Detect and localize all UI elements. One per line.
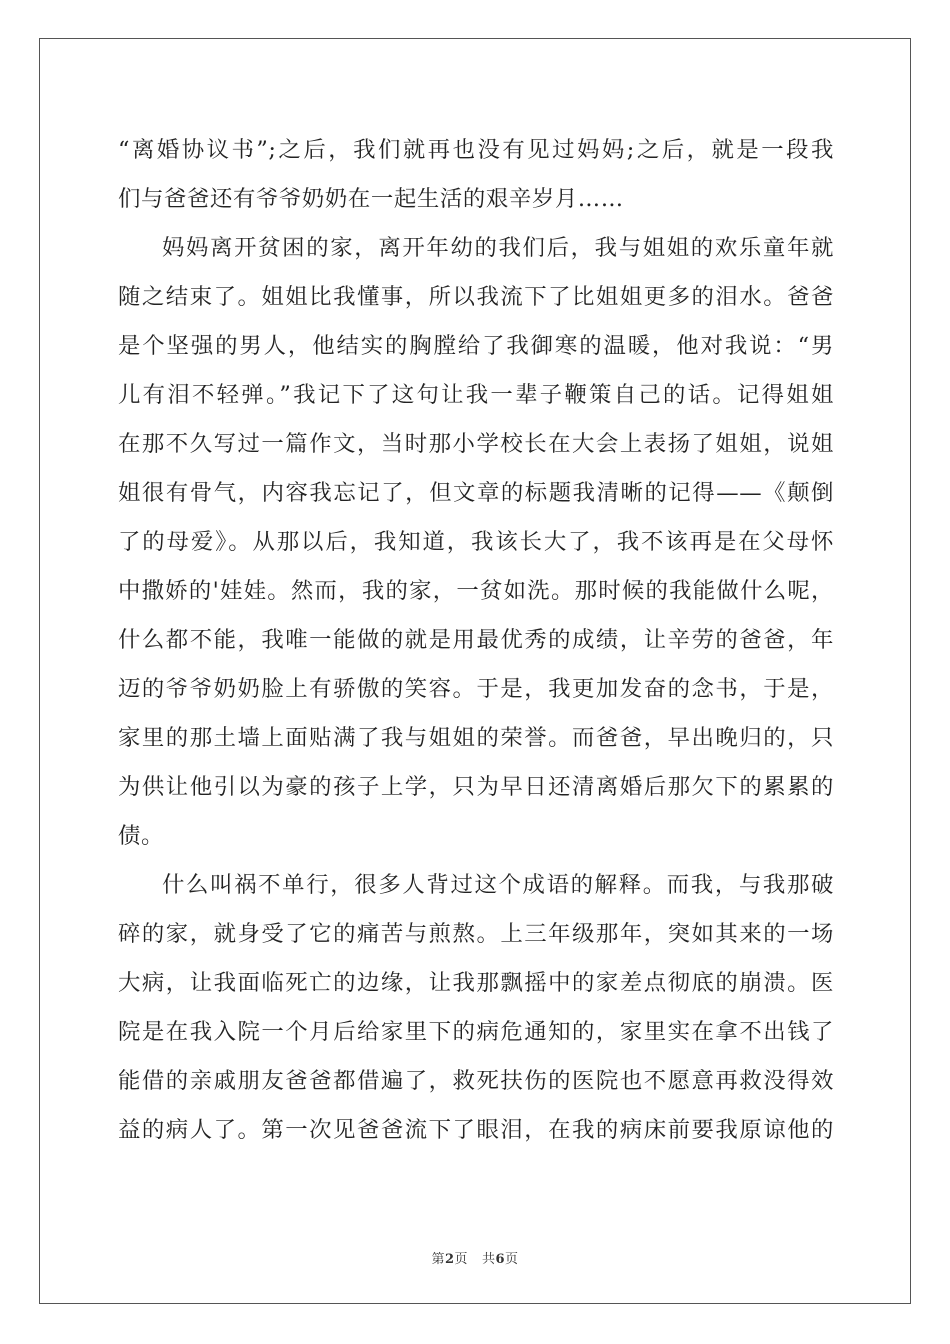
text-line: 什么都不能，我唯一能做的就是用最优秀的成绩，让辛劳的爸爸，年 xyxy=(118,627,834,653)
page-suffix: 页 xyxy=(454,1252,469,1267)
text-line: 大病，让我面临死亡的边缘，让我那飘摇中的家差点彻底的崩溃。医 xyxy=(118,970,834,996)
text-line: 为供让他引以为豪的孩子上学，只为早日还清离婚后那欠下的累累的 xyxy=(118,774,834,800)
current-page-number: 2 xyxy=(444,1252,455,1267)
text-line: 姐很有骨气，内容我忘记了，但文章的标题我清晰的记得——《颠倒 xyxy=(118,480,834,506)
text-line: 妈妈离开贫困的家，离开年幼的我们后，我与姐姐的欢乐童年就 xyxy=(162,235,834,261)
text-line: 能借的亲戚朋友爸爸都借遍了，救死扶伤的医院也不愿意再救没得效 xyxy=(118,1068,834,1094)
text-line: 中撒娇的'娃娃。然而，我的家，一贫如洗。那时候的我能做什么呢， xyxy=(118,578,834,604)
text-line: 债。 xyxy=(118,823,164,849)
total-suffix: 页 xyxy=(505,1252,519,1267)
page-footer xyxy=(0,1248,950,1267)
document-body xyxy=(118,126,834,1155)
text-line: 院是在我入院一个月后给家里下的病危通知的，家里实在拿不出钱了 xyxy=(118,1019,834,1045)
text-line: 迈的爷爷奶奶脸上有骄傲的笑容。于是，我更加发奋的念书，于是， xyxy=(118,676,834,702)
text-line: 随之结束了。姐姐比我懂事，所以我流下了比姐姐更多的泪水。爸爸 xyxy=(118,284,834,310)
text-line: 什么叫祸不单行，很多人背过这个成语的解释。而我，与我那破 xyxy=(162,872,834,898)
text-line: 儿有泪不轻弹。”我记下了这句让我一辈子鞭策自己的话。记得姐姐 xyxy=(118,382,834,408)
text-line: 了的母爱》。从那以后，我知道，我该长大了，我不该再是在父母怀 xyxy=(118,529,834,555)
text-line: 们与爸爸还有爷爷奶奶在一起生活的艰辛岁月…… xyxy=(118,186,624,212)
text-line: 是个坚强的男人，他结实的胸膛给了我御寒的温暖，他对我说：“男 xyxy=(118,333,834,359)
text-line: 益的病人了。第一次见爸爸流下了眼泪，在我的病床前要我原谅他的 xyxy=(118,1117,834,1143)
text-line: “离婚协议书”;之后，我们就再也没有见过妈妈;之后，就是一段我 xyxy=(118,137,834,163)
text-line: 在那不久写过一篇作文，当时那小学校长在大会上表扬了姐姐，说姐 xyxy=(118,431,834,457)
total-page-number: 6 xyxy=(495,1252,506,1267)
text-line: 家里的那土墙上面贴满了我与姐姐的荣誉。而爸爸，早出晚归的，只 xyxy=(118,725,834,751)
text-line: 碎的家，就身受了它的痛苦与煎熬。上三年级那年，突如其来的一场 xyxy=(118,921,834,947)
page-prefix: 第 xyxy=(431,1252,445,1267)
total-prefix: 共 xyxy=(481,1252,496,1267)
